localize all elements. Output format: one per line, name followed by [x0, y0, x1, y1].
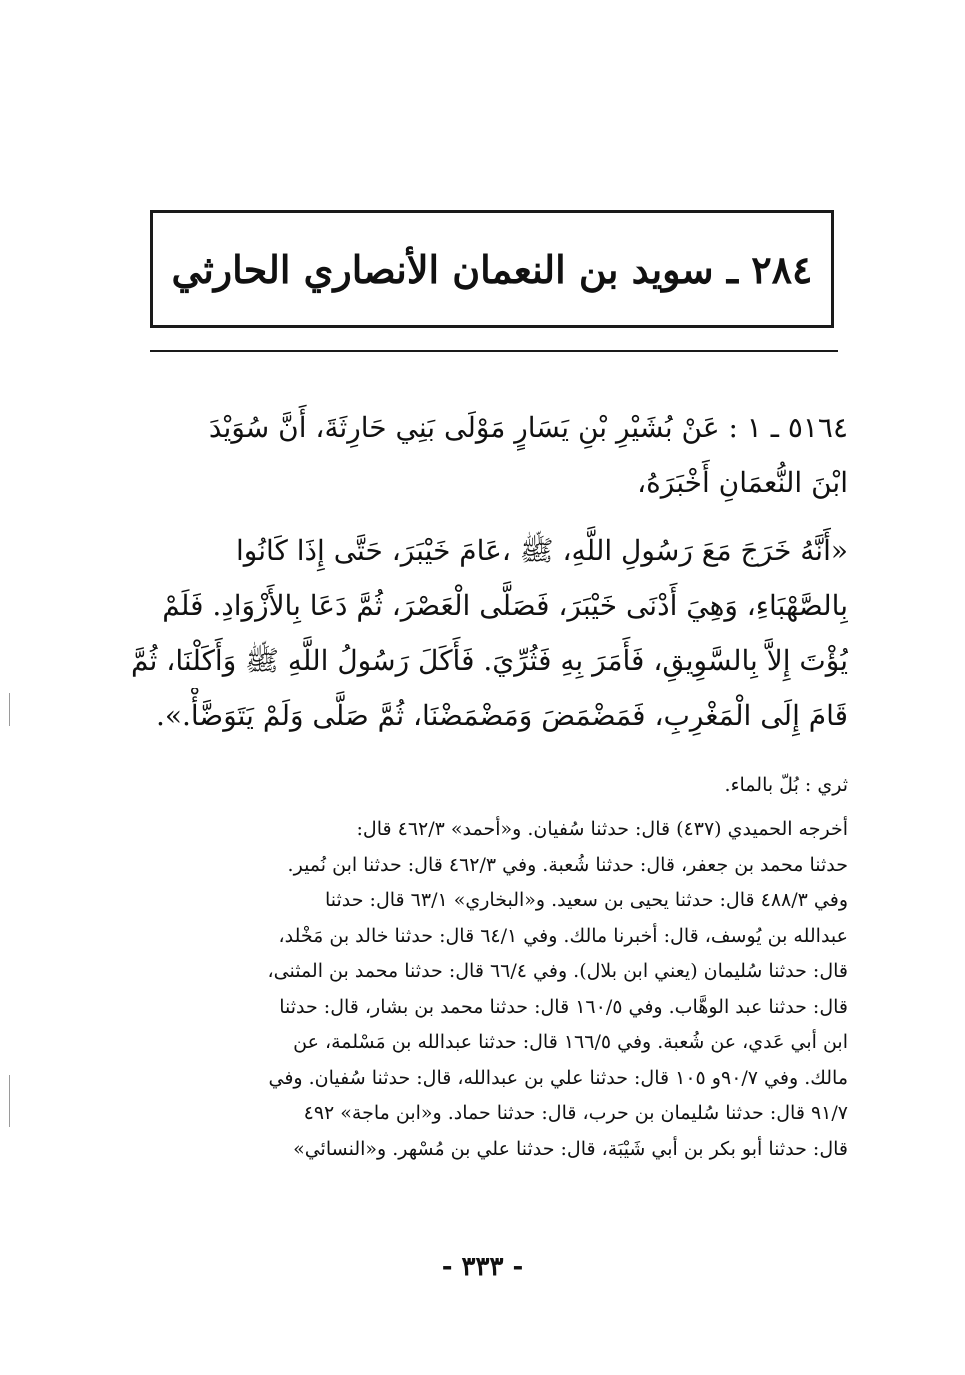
chapter-title-box	[150, 210, 834, 328]
chapter-title: ٢٨٤ ـ سويد بن النعمان الأنصاري الحارثي	[171, 246, 813, 292]
gloss-line: ثري : بُلّ بالماء.	[724, 774, 848, 796]
matn-line: بِالصَّهْبَاءِ، وَهِيَ أَدْنَى خَيْبَرَ، فَصَلَّى الْعَصْرَ، ثُمَّ دَعَا بِالأَزْوَادِ. فَلَمْ	[162, 589, 848, 622]
scan-margin-line	[9, 1075, 10, 1127]
page-number: - ٣٣٣ -	[441, 1252, 524, 1282]
hadith-matn	[128, 523, 848, 743]
scan-margin-line	[9, 693, 10, 726]
isnad-line: ابْنَ النُّعمَانِ أَخْبَرَهُ،	[637, 466, 848, 499]
takhrij-line: قال: حدثنا أبو بكر بن أبي شَيْبَة، قال: حدثنا علي بن مُسْهر. و«النسائي»	[293, 1137, 848, 1160]
takhrij-line: عبدالله بن يُوسف، قال: أخبرنا مالك. وفي ٦٤/١ قال: حدثنا خالد بن مَخْلد،	[278, 924, 848, 947]
title-divider	[150, 350, 838, 352]
takhrij-line: وفي ٤٨٨/٣ قال: حدثنا يحيى بن سعيد. و«البخاري» ٦٣/١ قال: حدثنا	[324, 889, 848, 911]
takhrij-line: ٩١/٧ قال: حدثنا سُليمان بن حرب، قال: حدثنا حماد. و«ابن ماجة» ٤٩٢	[303, 1102, 848, 1124]
takhrij-line: قال: حدثنا عبد الوهَّاب. وفي ١٦٠/٥ قال: حدثنا محمد بن بشار، قال: حدثنا	[279, 995, 848, 1018]
hadith-isnad	[128, 400, 848, 510]
takhrij-line: أخرجه الحميدي (٤٣٧) قال: حدثنا سُفيان. و«أحمد» ٤٦٢/٣ قال:	[356, 818, 848, 840]
matn-line: «أَنَّهُ خَرَجَ مَعَ رَسُولِ اللَّهِ، ﷺ ،عَامَ خَيْبَرَ، حَتَّى إِذَا كَانُوا	[235, 534, 848, 567]
isnad-line: ٥١٦٤ ـ ١ : عَنْ بُشَيْرِ بْنِ يَسَارٍ مَوْلَى بَنِي حَارِثَةَ، أَنَّ سُوَيْدَ	[208, 411, 848, 444]
takhrij-line: مالك. وفي ٩٠/٧و ١٠٥ قال: حدثنا علي بن عبدالله، قال: حدثنا سُفيان. وفي	[268, 1066, 848, 1089]
takhrij-line: قال: حدثنا سُليمان (يعني ابن بلال). وفي ٦٦/٤ قال: حدثنا محمد بن المثنى،	[267, 960, 848, 982]
word-gloss	[128, 768, 848, 804]
takhrij-line: ابن أبي عَدي، عن شُعبة. وفي ١٦٦/٥ قال: حدثنا عبدالله بن مَسْلمة، عن	[293, 1031, 848, 1053]
matn-line: يُؤْتَ إِلاَّ بِالسَّوِيقِ، فَأَمَرَ بِهِ فَثُرِّيَ. فَأَكَلَ رَسُولُ اللَّهِ ﷺ وَأَكَلْنَا، ثُمَّ	[130, 644, 848, 677]
matn-line: قَامَ إِلَى الْمَغْرِبِ، فَمَضْمَضَ وَمَضْمَضْنَا، ثُمَّ صَلَّى وَلَمْ يَتَوَضَّأْ.».	[155, 699, 848, 732]
takhrij-line: حدثنا محمد بن جعفر، قال: حدثنا شُعبة. وفي ٤٦٢/٣ قال: حدثنا ابن نُمير.	[287, 853, 848, 876]
takhrij-notes	[128, 812, 848, 1167]
